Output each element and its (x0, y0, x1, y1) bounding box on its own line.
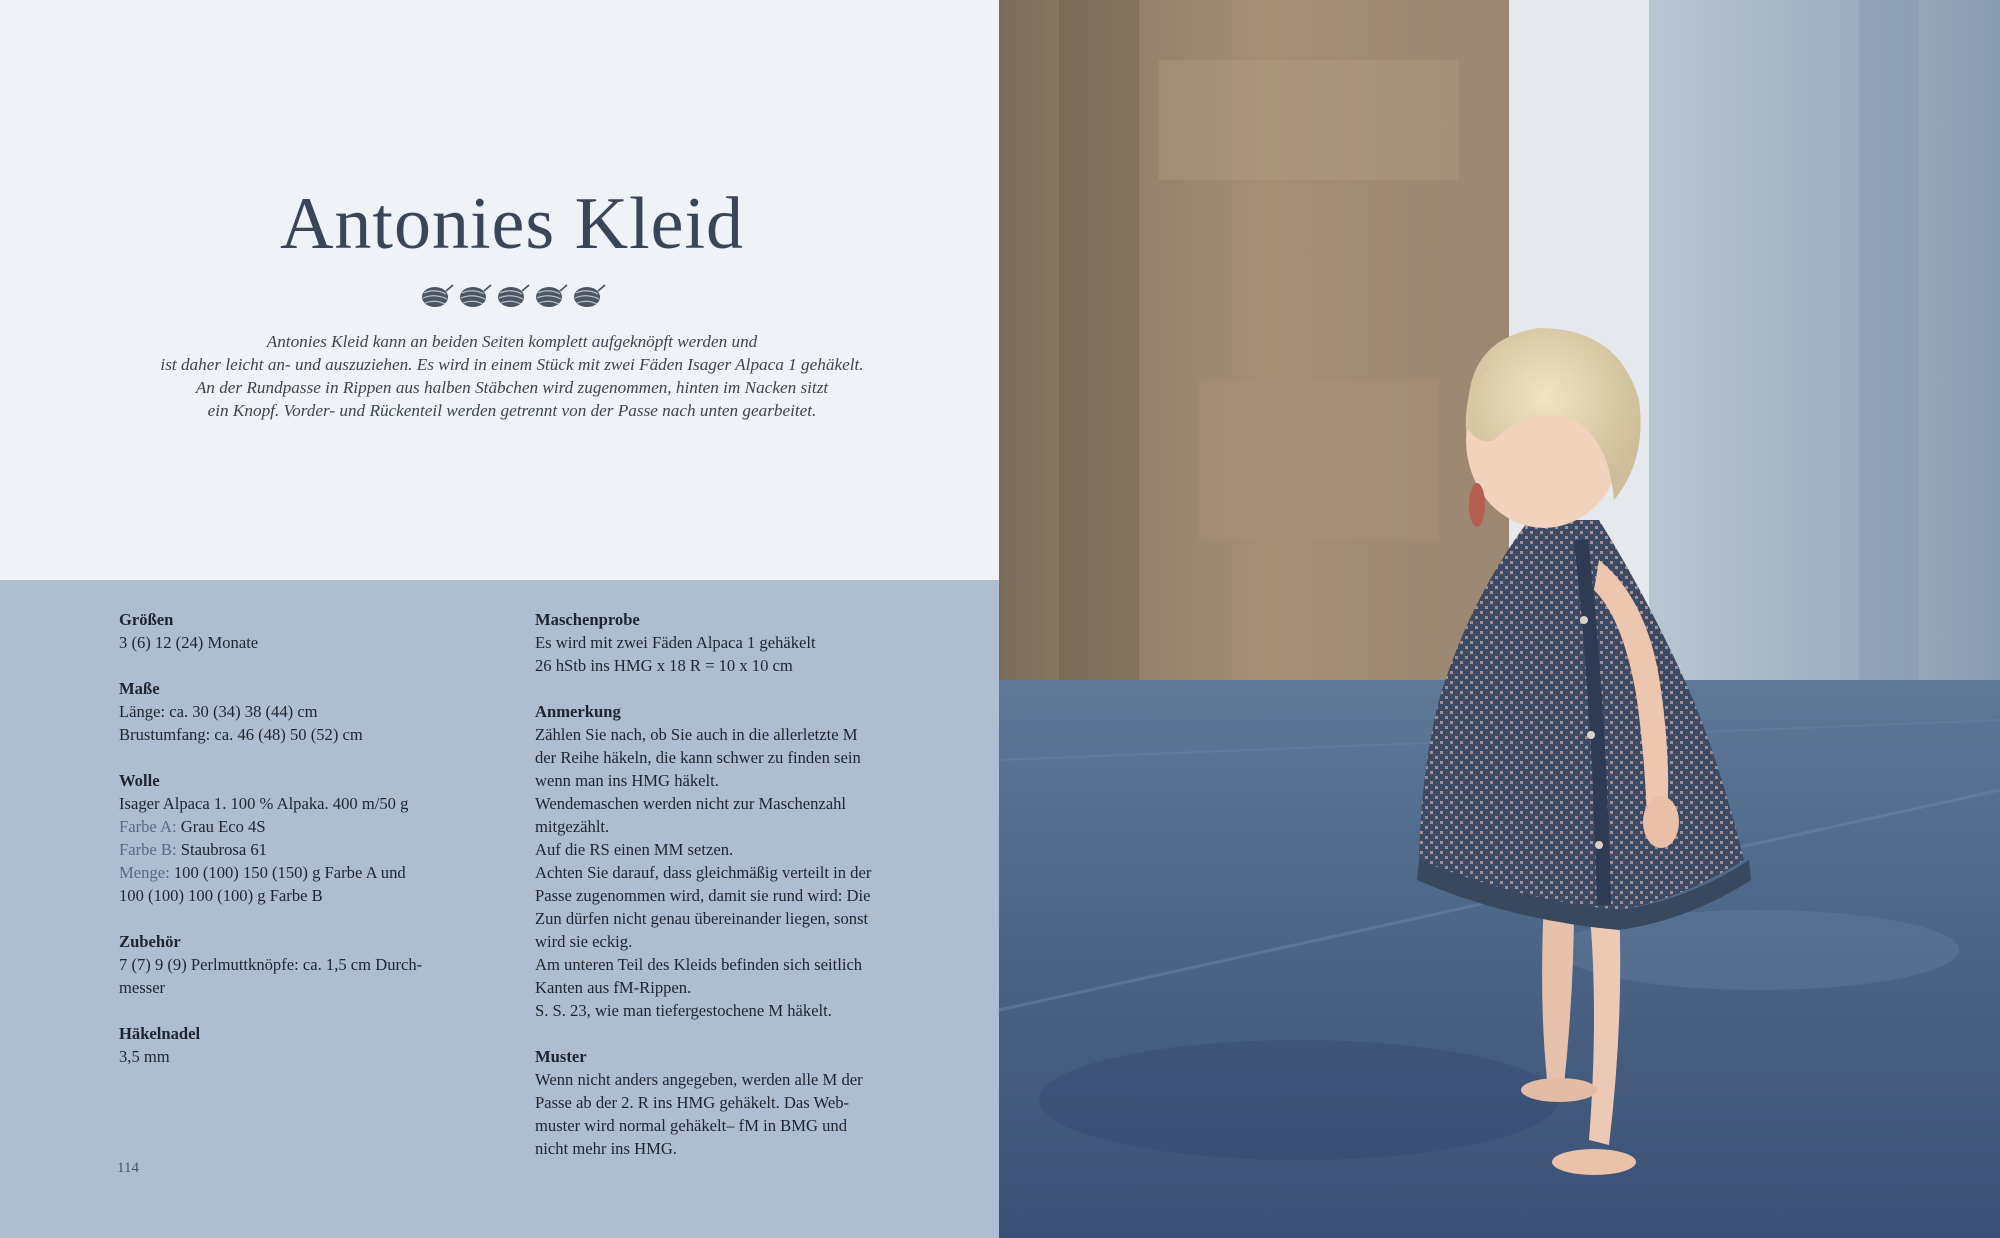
section-line: Wenn nicht anders angegeben, werden alle M der (535, 1070, 863, 1089)
page-number: 114 (117, 1160, 139, 1176)
section-line: Kanten aus fM-Rippen. (535, 978, 692, 997)
section-line: muster wird normal gehäkelt– fM in BMG und (535, 1116, 848, 1135)
specs-column-left (119, 608, 479, 1091)
section-line: Am unteren Teil des Kleids befinden sich seitlich (535, 955, 863, 974)
yarn-ball-icon (460, 285, 491, 307)
yarn-ball-icon (536, 285, 567, 307)
section-line: Brustumfang: ca. 46 (48) 50 (52) cm (119, 725, 363, 744)
photo-toddler-in-dress (999, 0, 2000, 1238)
section-yarn (119, 769, 479, 907)
value: Grau Eco 4S (176, 817, 266, 836)
section-line: Zun dürfen nicht genau übereinander liegen, sonst (535, 909, 869, 928)
specs-column-right (535, 608, 915, 1183)
section-heading: Größen (119, 610, 174, 629)
section-line: Passe zugenommen wird, damit sie rund wird: Die (535, 886, 871, 905)
section-line: Zählen Sie nach, ob Sie auch in die allerletzte M (535, 725, 858, 744)
section-accessories (119, 930, 479, 999)
section-line: mitgezählt. (535, 817, 610, 836)
section-heading: Maße (119, 679, 160, 698)
intro-line: ein Knopf. Vorder- und Rückenteil werden getrennt von der Passe nach unten gearbeitet. (207, 401, 817, 420)
section-crochet-hook (119, 1022, 479, 1068)
section-line: 26 hStb ins HMG x 18 R = 10 x 10 cm (535, 656, 793, 675)
yarn-ball-icon (498, 285, 529, 307)
section-line: der Reihe häkeln, die kann schwer zu finden sein (535, 748, 861, 767)
label: Farbe A: (119, 817, 177, 836)
section-line: nicht mehr ins HMG. (535, 1139, 677, 1158)
section-line: S. S. 23, wie man tiefergestochene M häkelt. (535, 1001, 832, 1020)
section-pattern (535, 1045, 915, 1160)
section-heading: Muster (535, 1047, 587, 1066)
yarn-ornament (415, 280, 615, 312)
intro-line: An der Rundpasse in Rippen aus halben Stäbchen wird zugenommen, hinten im Nacken sitzt (195, 378, 829, 397)
section-line: Länge: ca. 30 (34) 38 (44) cm (119, 702, 318, 721)
label: Farbe B: (119, 840, 177, 859)
label: Menge: (119, 863, 170, 882)
section-line: 7 (7) 9 (9) Perlmuttknöpfe: ca. 1,5 cm Durch- (119, 955, 423, 974)
section-line: wird sie eckig. (535, 932, 633, 951)
section-heading: Wolle (119, 771, 160, 790)
intro-line: ist daher leicht an- und auszuziehen. Es wird in einem Stück mit zwei Fäden Isager Alpaca 1 gehäkelt. (160, 355, 864, 374)
section-line: Auf die RS einen MM setzen. (535, 840, 734, 859)
section-heading: Anmerkung (535, 702, 621, 721)
section-line: messer (119, 978, 166, 997)
section-line: 100 (100) 100 (100) g Farbe B (119, 886, 323, 905)
section-line: Passe ab der 2. R ins HMG gehäkelt. Das Web- (535, 1093, 850, 1112)
section-notes (535, 700, 915, 1022)
section-gauge (535, 608, 915, 677)
section-line: 3,5 mm (119, 1047, 170, 1066)
yarn-amount (119, 861, 479, 884)
section-measurements (119, 677, 479, 746)
value: Staubrosa 61 (176, 840, 267, 859)
yarn-color-a (119, 815, 479, 838)
section-line: Es wird mit zwei Fäden Alpaca 1 gehäkelt (535, 633, 816, 652)
intro-paragraph (100, 330, 924, 422)
yarn-color-b (119, 838, 479, 861)
section-heading: Zubehör (119, 932, 181, 951)
intro-line: Antonies Kleid kann an beiden Seiten komplett aufgeknöpft werden und (266, 332, 758, 351)
yarn-ball-icon (574, 285, 605, 307)
section-heading: Maschenprobe (535, 610, 640, 629)
section-sizes (119, 608, 479, 654)
yarn-ball-icon (422, 285, 453, 307)
section-heading: Häkelnadel (119, 1024, 201, 1043)
section-line: Wendemaschen werden nicht zur Maschenzahl (535, 794, 847, 813)
section-line: Achten Sie darauf, dass gleichmäßig verteilt in der (535, 863, 872, 882)
section-line: wenn man ins HMG häkelt. (535, 771, 719, 790)
page-title: Antonies Kleid (279, 183, 745, 265)
section-line: Isager Alpaca 1. 100 % Alpaka. 400 m/50 g (119, 794, 409, 813)
section-line: 3 (6) 12 (24) Monate (119, 633, 259, 652)
value: 100 (100) 150 (150) g Farbe A und (169, 863, 406, 882)
